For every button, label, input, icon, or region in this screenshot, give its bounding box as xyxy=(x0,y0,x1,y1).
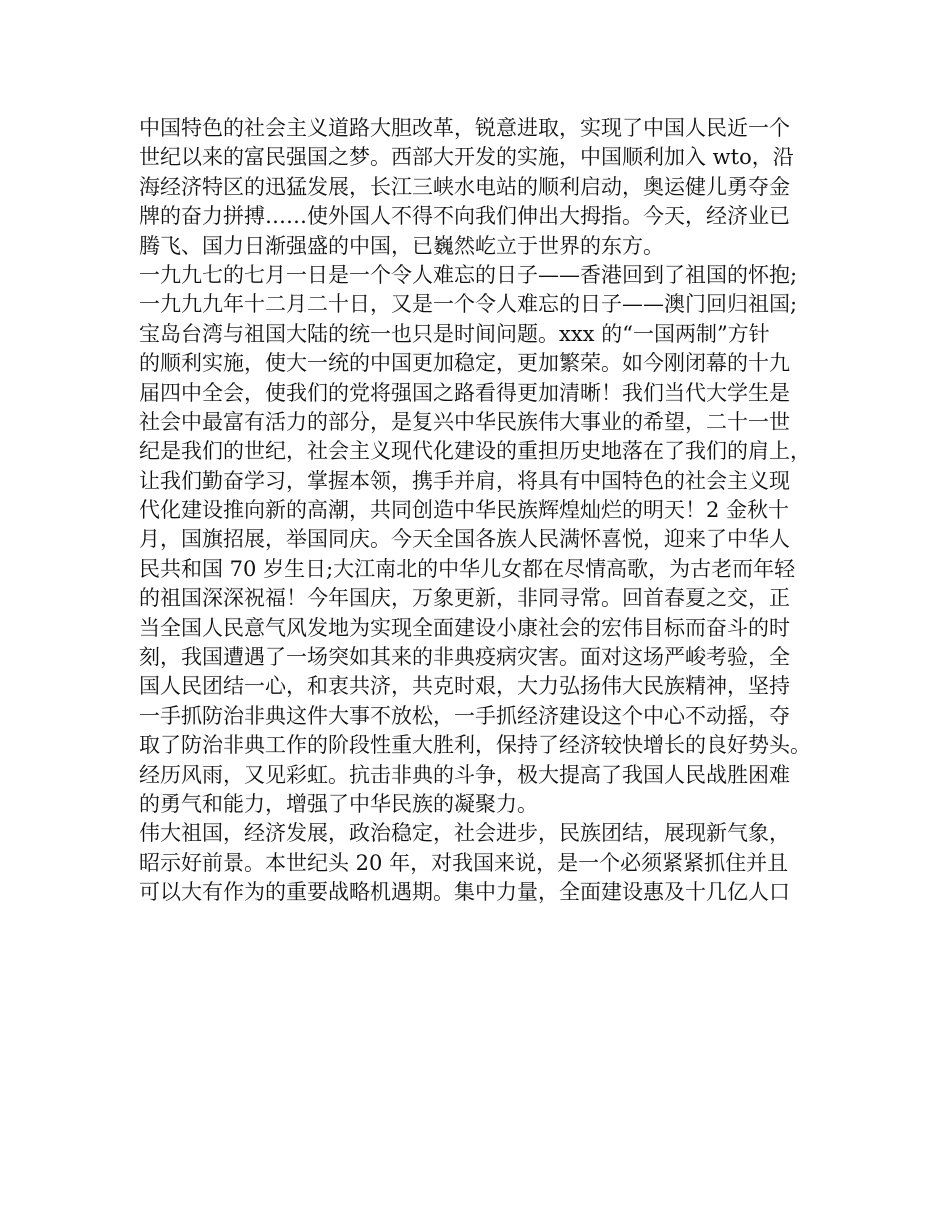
text-line: 让我们勤奋学习，掌握本领，携手并肩，将具有中国特色的社会主义现 xyxy=(139,468,790,493)
text-line: 的祖国深深祝福！今年国庆，万象更新，非同寻常。回首春夏之交，正 xyxy=(139,586,790,611)
text-line: 社会中最富有活力的部分，是复兴中华民族伟大事业的希望，二十一世 xyxy=(139,409,790,434)
text-line: 宝岛台湾与祖国大陆的统一也只是时间问题。xxx 的“一国两制”方针 xyxy=(139,321,770,346)
text-line: 代化建设推向新的高潮，共同创造中华民族辉煌灿烂的明天！2 金秋十 xyxy=(139,498,790,523)
body-text xyxy=(139,114,839,908)
text-line: 经历风雨，又见彩虹。抗击非典的斗争，极大提高了我国人民战胜困难 xyxy=(139,762,790,787)
text-line: 当全国人民意气风发地为实现全面建设小康社会的宏伟目标而奋斗的时 xyxy=(139,615,790,640)
text-line: 取了防治非典工作的阶段性重大胜利，保持了经济较快增长的良好势头。 xyxy=(139,733,811,758)
text-line: 的勇气和能力，增强了中华民族的凝聚力。 xyxy=(139,791,538,816)
text-line: 世纪以来的富民强国之梦。西部大开发的实施，中国顺利加入 wto，沿 xyxy=(139,145,794,170)
text-line: 腾飞、国力日渐强盛的中国，已巍然屹立于世界的东方。 xyxy=(139,233,664,258)
text-line: 昭示好前景。本世纪头 20 年，对我国来说，是一个必须紧紧抓住并且 xyxy=(139,850,789,875)
text-line: 月，国旗招展，举国同庆。今天全国各族人民满怀喜悦，迎来了中华人 xyxy=(139,527,790,552)
text-line: 海经济特区的迅猛发展，长江三峡水电站的顺利启动，奥运健儿勇夺金 xyxy=(139,174,790,199)
text-line: 可以大有作为的重要战略机遇期。集中力量，全面建设惠及十几亿人口 xyxy=(139,880,790,905)
text-line: 中国特色的社会主义道路大胆改革，锐意进取，实现了中国人民近一个 xyxy=(139,116,790,140)
text-line: 民共和国 70 岁生日;大江南北的中华儿女都在尽情高歌，为古老而年轻 xyxy=(139,556,796,581)
text-line: 伟大祖国，经济发展，政治稳定，社会进步，民族团结，展现新气象， xyxy=(139,821,790,846)
text-line: 一九九九年十二月二十日，又是一个令人难忘的日子——澳门回归祖国; xyxy=(139,292,798,317)
text-line: 国人民团结一心，和衷共济，共克时艰，大力弘扬伟大民族精神，坚持 xyxy=(139,674,790,699)
text-line: 的顺利实施，使大一统的中国更加稳定，更加繁荣。如今刚闭幕的十九 xyxy=(139,351,790,376)
text-line: 一手抓防治非典这件大事不放松，一手抓经济建设这个中心不动摇，夺 xyxy=(139,703,790,728)
text-line: 届四中全会，使我们的党将强国之路看得更加清晰！我们当代大学生是 xyxy=(139,380,790,405)
text-line: 一九九七的七月一日是一个令人难忘的日子——香港回到了祖国的怀抱; xyxy=(139,262,798,287)
text-line: 纪是我们的世纪，社会主义现代化建设的重担历史地落在了我们的肩上， xyxy=(139,439,811,464)
text-line: 牌的奋力拼搏……使外国人不得不向我们伸出大拇指。今天，经济业已 xyxy=(139,204,790,229)
text-line: 刻，我国遭遇了一场突如其来的非典疫病灾害。面对这场严峻考验，全 xyxy=(139,645,790,670)
